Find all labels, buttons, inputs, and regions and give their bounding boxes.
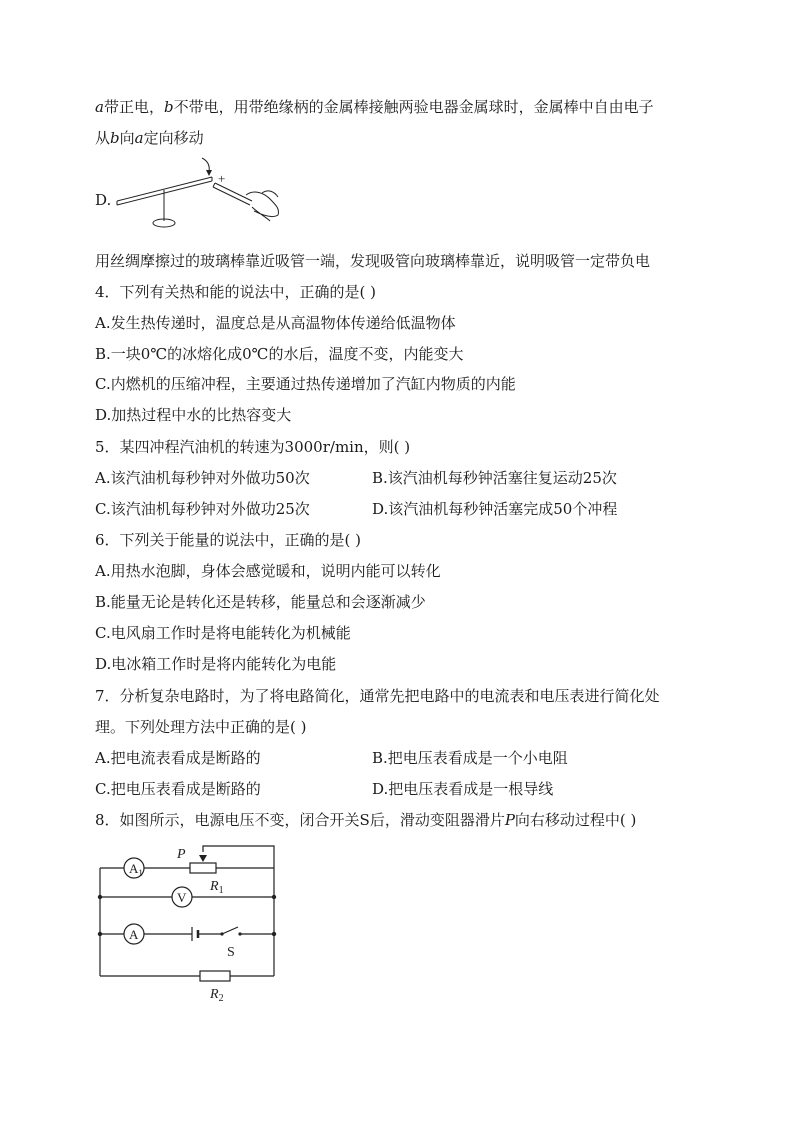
circuit-diagram — [90, 838, 290, 1008]
r1-label: $R_1$ — [210, 879, 224, 896]
text: 8．如图所示，电源电压不变，闭合开关S后，滑动变阻器滑片 — [95, 811, 505, 829]
r2-label: $R_2$ — [210, 987, 224, 1004]
q6-stem: 6．下列关于能量的说法中，正确的是( ) — [95, 531, 362, 549]
var-p: P — [504, 811, 515, 829]
text: 向 — [119, 129, 135, 147]
q3-option-c-line2 — [95, 128, 204, 148]
q7-option-c: C.把电压表看成是断路的 — [95, 780, 261, 798]
q3-option-d-text: 用丝绸摩擦过的玻璃棒靠近吸管一端，发现吸管向玻璃棒靠近，说明吸管一定带负电 — [95, 252, 651, 270]
voltmeter-label: V — [177, 890, 187, 905]
q4-option-a: A.发生热传递时，温度总是从高温物体传递给低温物体 — [95, 314, 456, 332]
plus-sign: + — [218, 171, 226, 186]
ammeter-a-label: A — [129, 927, 139, 942]
var-b: b — [110, 129, 120, 147]
junction-dot — [272, 895, 276, 899]
switch-blade — [222, 927, 238, 934]
q5-stem: 5．某四冲程汽油机的转速为3000r/min，则( ) — [95, 438, 411, 456]
q7-option-b: B.把电压表看成是一个小电阻 — [372, 749, 568, 767]
switch-contact — [238, 932, 241, 935]
q5-option-b: B.该汽油机每秒钟活塞往复运动25次 — [372, 469, 617, 487]
q4-stem: 4．下列有关热和能的说法中，正确的是( ) — [95, 283, 377, 301]
q5-option-a: A.该汽油机每秒钟对外做功50次 — [95, 469, 310, 487]
hand — [246, 191, 279, 221]
q7-stem-line2: 理。下列处理方法中正确的是( ) — [95, 718, 307, 736]
glass-rod-straw-figure — [112, 155, 292, 240]
ammeter-a1-label: $A_1$ — [129, 861, 143, 878]
var-a: a — [95, 98, 104, 116]
q7-option-a: A.把电流表看成是断路的 — [95, 749, 261, 767]
text: 带正电， — [103, 98, 164, 116]
text: 向右移动过程中( ) — [514, 811, 637, 829]
slider-p-label: P — [177, 847, 186, 862]
junction-dot — [272, 932, 276, 936]
q4-option-b: B.一块0℃的冰熔化成0℃的水后，温度不变，内能变大 — [95, 345, 464, 363]
var-b: b — [163, 98, 174, 116]
slider-arrow-icon — [199, 855, 207, 862]
q8-stem — [95, 810, 636, 830]
arrow-head — [206, 170, 212, 176]
text: 不带电，用带绝缘柄的金属棒接触两验电器金属球时，金属棒中自由电子 — [173, 98, 654, 116]
switch-s-label: S — [227, 945, 235, 960]
q3-option-d-label: D. — [95, 191, 112, 209]
q7-stem-line1: 7．分析复杂电路时，为了将电路简化，通常先把电路中的电流表和电压表进行简化处 — [95, 687, 660, 705]
text: 定向移动 — [143, 129, 204, 147]
q4-option-c: C.内燃机的压缩冲程，主要通过热传递增加了汽缸内物质的内能 — [95, 375, 516, 393]
q6-option-c: C.电风扇工作时是将电能转化为机械能 — [95, 624, 351, 642]
q6-option-a: A.用热水泡脚，身体会感觉暖和，说明内能可以转化 — [95, 562, 441, 580]
switch-contact — [220, 932, 223, 935]
q6-option-d: D.电冰箱工作时是将内能转化为电能 — [95, 655, 337, 673]
q4-option-d: D.加热过程中水的比热容变大 — [95, 406, 292, 424]
resistor-r2 — [200, 971, 230, 981]
glass-rod — [213, 183, 252, 205]
q3-option-c-line1 — [95, 97, 654, 117]
arrow-icon — [202, 158, 209, 172]
var-a: a — [134, 129, 144, 147]
q5-option-c: C.该汽油机每秒钟对外做功25次 — [95, 500, 310, 518]
slider-wire — [203, 846, 274, 868]
text: 从 — [95, 129, 111, 147]
junction-dot — [98, 932, 102, 936]
resistor-r1 — [190, 863, 216, 873]
q6-option-b: B.能量无论是转化还是转移，能量总和会逐渐减少 — [95, 593, 426, 611]
q5-option-d: D.该汽油机每秒钟活塞完成50个冲程 — [372, 500, 618, 518]
q7-option-d: D.把电压表看成是一根导线 — [372, 780, 554, 798]
junction-dot — [98, 895, 102, 899]
